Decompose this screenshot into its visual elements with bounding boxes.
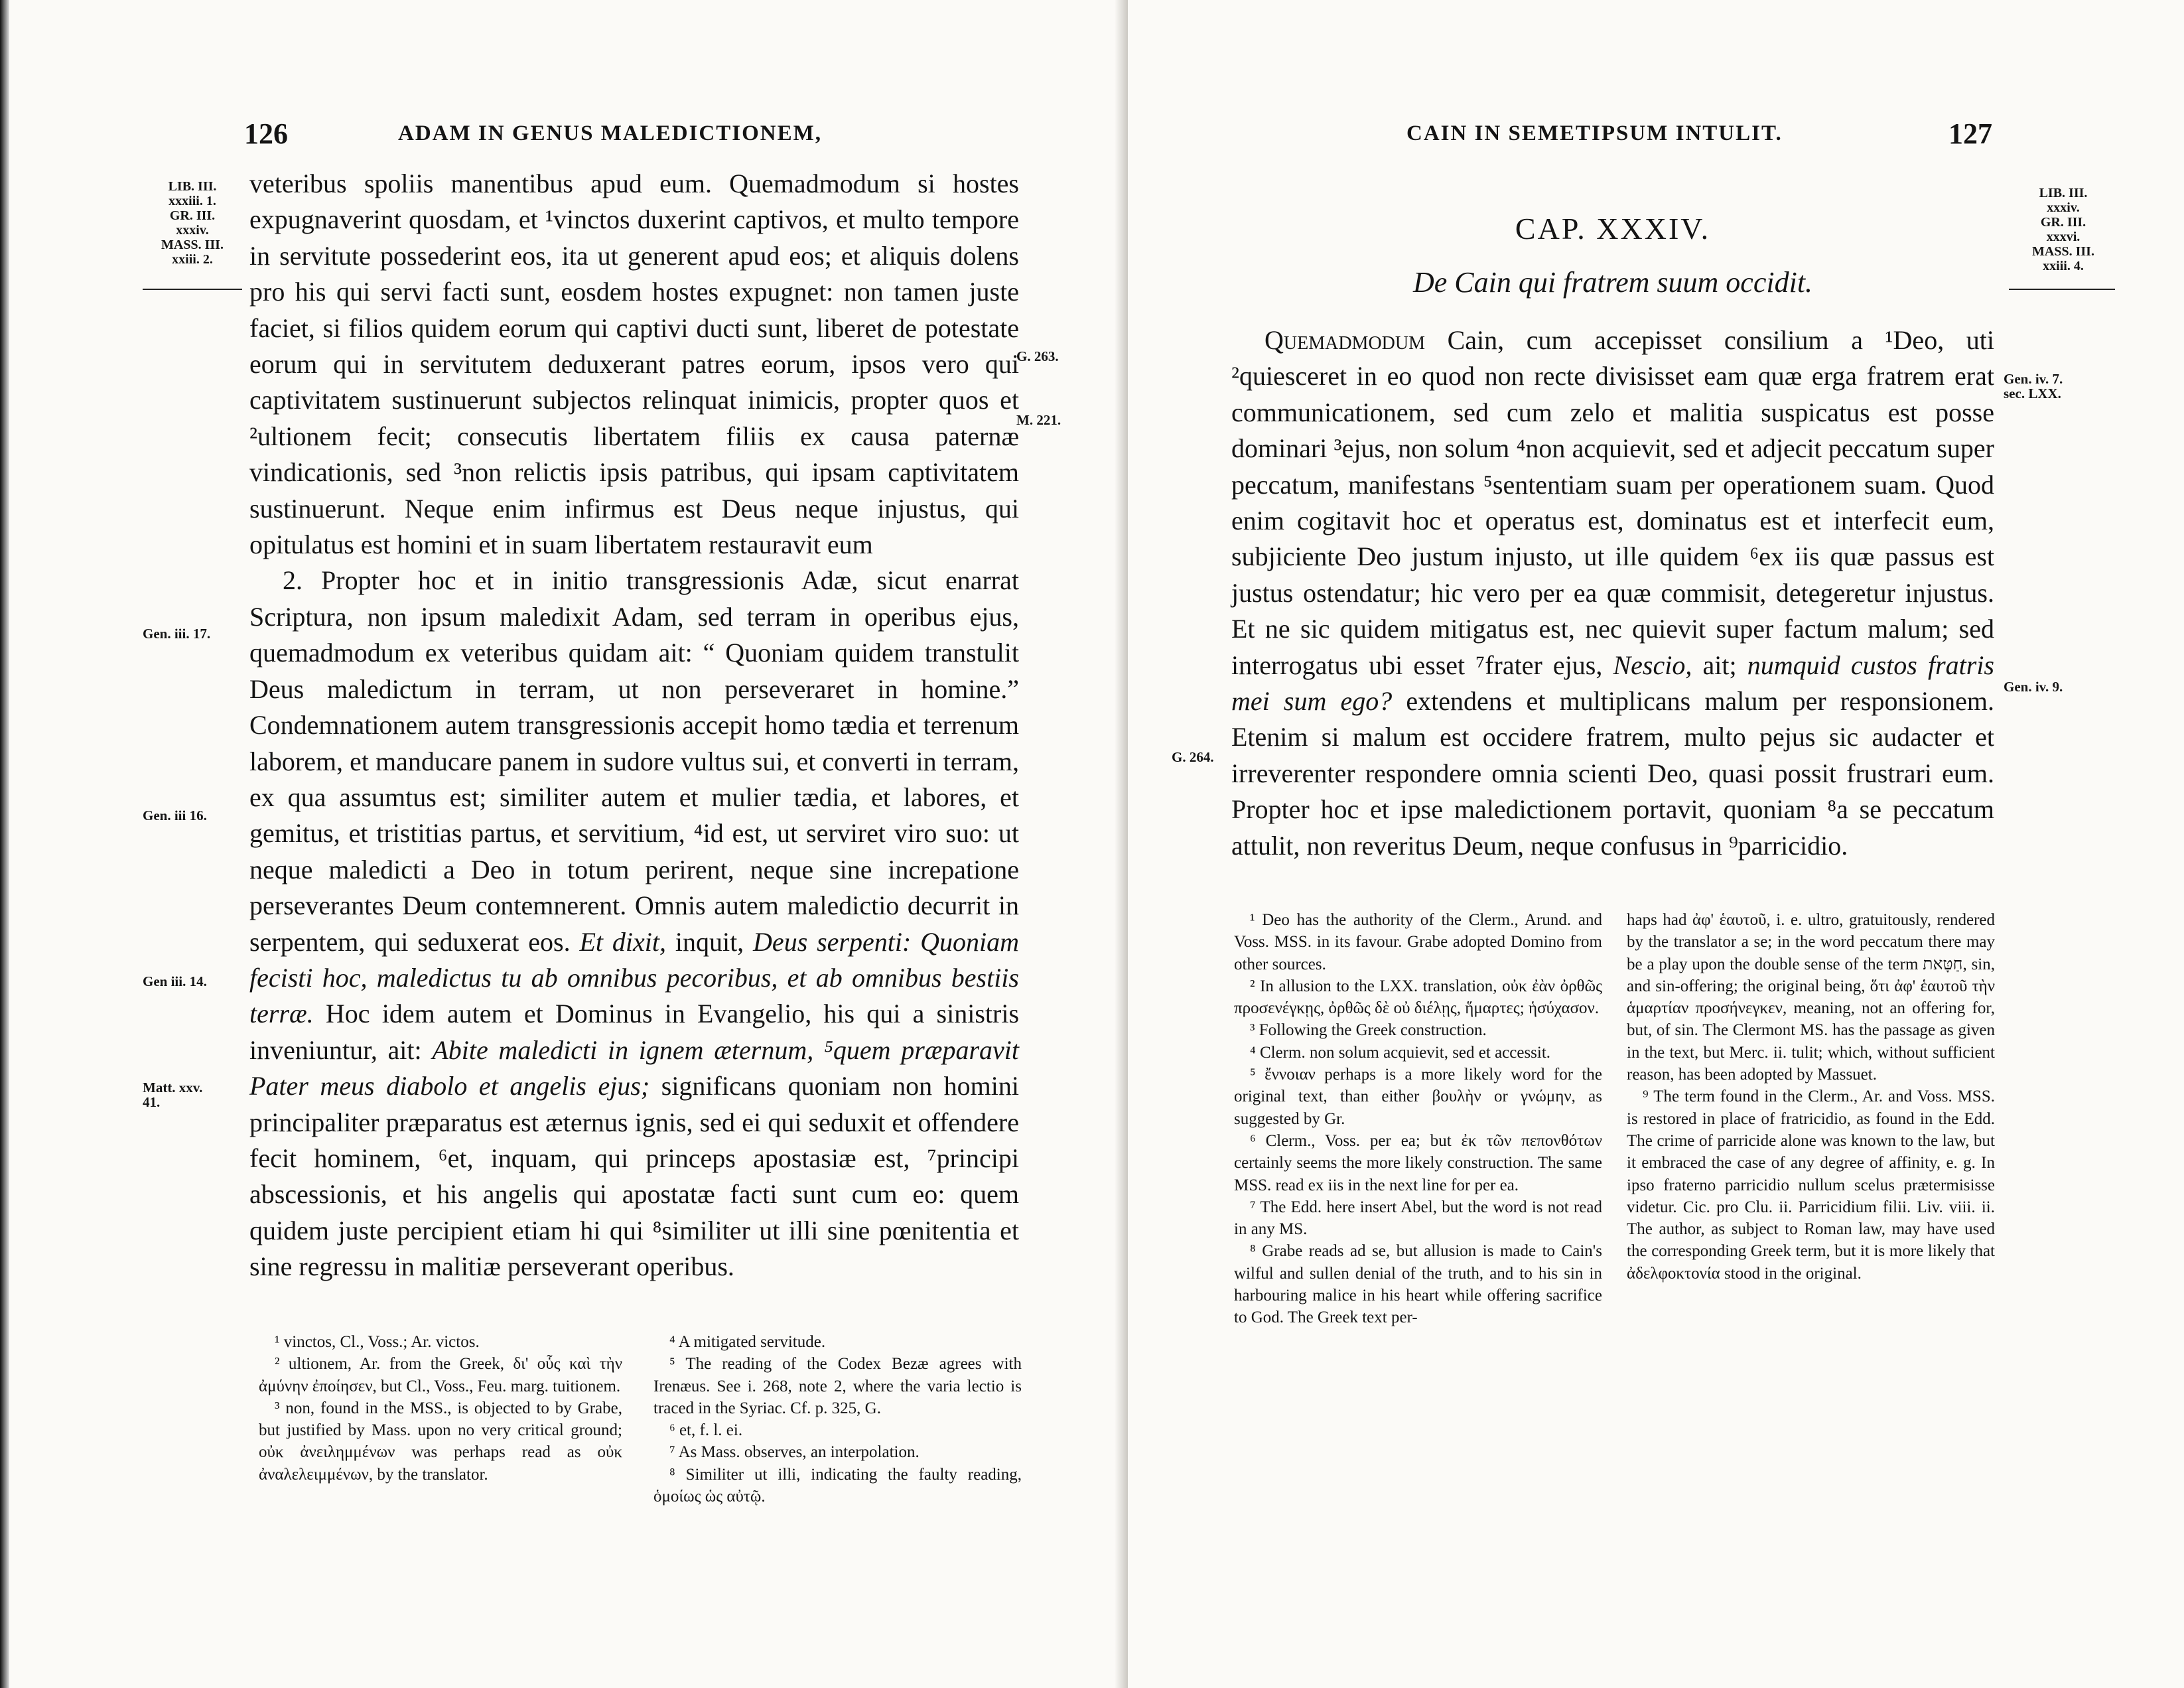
main-text [1231, 322, 1994, 864]
margin-reference: Gen iii. 14. [143, 973, 207, 989]
page-number: 126 [244, 117, 288, 150]
footnote: ⁸ Grabe reads ad se, but allusion is made to Cain's wilful and sullen denial of the truth, and to his sin in harbouring malice in his heart while offering sacrifice to God. The Greek text per- [1234, 1242, 1602, 1327]
footnote: ⁸ Similiter ut illi, indicating the faulty reading, ὁμοίως ὡς αὐτῷ. [653, 1465, 1022, 1506]
margin-reference: Gen. iii. 17. [143, 626, 211, 642]
footnote: ¹ vinctos, Cl., Voss.; Ar. victos. [275, 1333, 480, 1351]
scripture-quote: Nescio, [1613, 650, 1692, 680]
margin-reference: Gen. iii 16. [143, 808, 207, 823]
footnote: ² ultionem, Ar. from the Greek, δι' οὗς καὶ τὴν ἀμύνην ἐποίησεν, but Cl., Voss., Feu. marg. tuitionem. [259, 1355, 622, 1395]
footnote: ⁴ Clerm. non solum acquievit, sed et accessit. [1250, 1043, 1551, 1062]
running-head: CAIN IN SEMETIPSUM INTULIT. [1406, 121, 1783, 145]
footnote: ² In allusion to the LXX. translation, οὐκ ἐὰν ὀρθῶς προσενέγκῃς, ὀρθῶς δὲ οὐ διέλῃς, ἥμαρτες; ἡσύχασον. [1234, 977, 1602, 1018]
margin-reference: Gen. iv. 9. [2004, 679, 2063, 695]
chapter-subtitle: De Cain qui fratrem suum occidit. [1412, 266, 1813, 299]
book-binding-edge [0, 0, 9, 1688]
text-run: inquit, [675, 926, 744, 957]
footnote: ³ non, found in the MSS., is objected to by Grabe, but justified by Mass. upon no very critical ground; οὐκ ἀνειλημμένων was perhaps read as οὐκ ἀναλελειμμένων, by the translator. [259, 1399, 622, 1484]
margin-reference: G. 264. [1172, 749, 1214, 765]
scripture-quote: Deus serpenti: Quoniam fecisti hoc, maledictus tu ab omnibus pecoribus, et ab omnibus bestiis terræ. [249, 926, 1020, 1029]
text-run: significans quoniam non homini principaliter præparatus est æternus ignis, sed ei qui seduxit et offendere fecit hominem, ⁶et, inquam, qui princeps apostasiæ est, ⁷principi abscessionis, et his angelis qui apostatæ facti sunt cum eo: quem quidem juste percipient etiam hi qui ⁸similiter ut illi sine pœnitentia et sine regressu in malitiæ perseverant operibus. [249, 1071, 1020, 1282]
footnote: ⁶ Clerm., Voss. per ea; but ἐκ τῶν πεπονθότων certainly seems the more likely construction. The same MSS. read ex iis in the next line for per ea. [1234, 1131, 1602, 1194]
margin-reference: Matt. xxv. 41. [143, 1080, 203, 1110]
paragraph: veteribus spoliis manentibus apud eum. Quemadmodum si hostes expugnaverint quosdam, et ¹vinctos duxerint captivos, et multo tempore in servitute possederint eos, ita ut generent apud eos; et aliquis dolens pro his qui servi facti sunt, eosdem hostes expugnet: non tamen juste faciet, si filios quidem eorum qui captivi ducti sunt, liberet de potestate eorum qui in servitutem deduxerant patres eorum, ipsos vero qui captivitatem sustinuerunt subjectos relinquat inimicis, propter quos et ²ultionem fecit; consecutis libertatem filiis ex causa paternæ vindicationis, sed ³non relictis ipsis patribus, qui ipsam captivitatem sustinuerunt. Neque enim infirmus est Deus neque injustus, qui opitulatus est homini et in suam libertatem restauravit eum [249, 169, 1019, 560]
side-note-rule [143, 289, 242, 290]
footnote: ⁵ The reading of the Codex Bezæ agrees with Irenæus. See i. 268, note 2, where the varia lectio is traced in the Syriac. Cf. p. 325, G. [653, 1355, 1022, 1417]
footnote: ⁹ The term found in the Clerm., Ar. and Voss. MSS. is restored in place of fratricidio, as found in the Edd. The crime of parricide alone was known to the law, but it embraced the case of any degree of affinity, e. g. In ipso fraterno parricidio nullum scelus prætermisisse videtur. Cic. pro Clu. ii. Parricidium filii. Liv. viii. ii. The author, as subject to Roman law, may have used the corresponding Greek term, but it is more likely that ἀδελφοκτονία stood in the original. [1627, 1088, 1995, 1283]
margin-reference: G. 263. [1016, 348, 1059, 364]
paragraph [249, 563, 1019, 1285]
footnote: ¹ Deo has the authority of the Clerm., Arund. and Voss. MSS. in its favour. Grabe adopted Domino from other sources. [1234, 911, 1602, 973]
text-run: extendens et multiplicans malum per responsionem. Etenim si malum est occidere fratrem, multo pejus sic audacter et irreverenter respondere omnia scienti Deo, quasi possit frustrari eum. Propter hoc et ipse maledictionem portavit, quoniam ⁸a se peccatum attulit, non reveritus Deum, neque confusus in ⁹parricidio. [1231, 686, 1995, 861]
right-page [1128, 0, 2184, 1688]
footnote: ⁵ ἔννοιαν perhaps is a more likely word for the original text, than either βουλὴν or γνώμην, as suggested by Gr. [1234, 1066, 1602, 1128]
footnotes-column [653, 1331, 1022, 1508]
text-run: Hoc idem autem et Dominus in Evangelio, his qui a sinistris inveniuntur, ait: [249, 999, 1020, 1065]
scripture-quote: numquid custos fratris mei sum ego? [1231, 650, 1995, 717]
margin-reference: Gen. iv. 7. sec. LXX. [2004, 371, 2063, 401]
text-run: Cain, cum accepisset consilium a ¹Deo, uti ²quiesceret in eo quod non recte divisisset eam quæ erga fratrem erat communicationem, sed cum zelo et malitia suspicatus est posse dominari ³ejus, non solum ⁴non acquievit, sed et adjecit peccatum super peccatum, manifestans ⁵sententiam suam per operationem suam. Quod enim cogitavit hoc et operatus est, dominatus est et interfecit eum, subjiciente Deo justum injusto, ut ille quidem ⁶ex iis quæ passus est justus ostendatur; hic vero per ea quæ commisit, detegeretur injustus. Et ne sic quidem mitigatus est, nec quievit super factum malum; sed interrogatus ubi esset ⁷frater ejus, [1231, 325, 1994, 680]
chapter-title: CAP. XXXIV. [1515, 212, 1711, 246]
footnote: haps had ἀφ' ἑαυτοῦ, i. e. ultro, gratuitously, rendered by the translator a se; in the word peccatum there may be a play upon the double sense of the term חַטָּאת, sin, and sin-offering; the original being, ὅτι ἀφ' ἑαυτοῦ τὴν ἁμαρτίαν προσήνεγκεν, meaning, not an offering for, but, of sin. The Clermont MS. has the passage as given in the text, but Merc. ii. tulit; which, without sufficient reason, has been adopted by Massuet. [1627, 911, 1995, 1084]
footnote: ⁴ A mitigated servitude. [669, 1333, 826, 1351]
margin-reference: M. 221. [1016, 412, 1061, 428]
book-reference-note: LIB. III. xxxiii. 1. GR. III. xxxiv. MASS. III. xxiii. 2. [161, 179, 224, 267]
page-number: 127 [1948, 117, 1992, 150]
paragraph [1231, 322, 1994, 864]
footnote: ⁷ The Edd. here insert Abel, but the word is not read in any MS. [1234, 1198, 1602, 1239]
text-run: ait; [1702, 650, 1737, 680]
book-reference-note: LIB. III. xxxiv. GR. III. xxxvi. MASS. III. xxiii. 4. [2032, 186, 2094, 273]
text-run: 2. Propter hoc et in initio transgressionis Adæ, sicut enarrat Scriptura, non ipsum maledixit Adam, sed terram in operibus ejus, quemadmodum ex veteribus quidam ait: “ Quoniam quidem transtulit Deus maledictum in terram, ut non perseveraret in homine.” Condemnationem autem transgressionis accepit homo tædia et terrenum laborem, et manducare panem in sudore vultus sui, et converti in terram, ex qua assumtus est; similiter autem et mulier tædia, et labores, et gemitus, et tristitias partus, et servitium, ⁴id est, ut serviret viro suo: ut neque maledicti a Deo in totum perirent, neque sine increpatione perseverantes Deum contemnerent. Omnis autem maledictio decurrit in serpentem, qui seduxerat eos. [249, 565, 1019, 957]
scripture-quote: Abite maledicti in ignem æternum, ⁵quem præparavit Pater meus diabolo et angelis ejus; [249, 1034, 1019, 1101]
footnote: ³ Following the Greek construction. [1250, 1021, 1487, 1040]
footnote: ⁷ As Mass. observes, an interpolation. [669, 1443, 920, 1462]
footnote: ⁶ et, f. l. ei. [669, 1421, 743, 1440]
footnotes-column [259, 1331, 622, 1486]
side-note-rule [2009, 289, 2115, 290]
footnotes-column [1627, 909, 1995, 1285]
footnotes-column [1234, 909, 1602, 1329]
opening-word: Quemadmodum [1264, 325, 1426, 355]
main-text [249, 166, 1019, 1285]
scripture-quote: Et dixit, [579, 926, 666, 957]
running-head: ADAM IN GENUS MALEDICTIONEM, [398, 121, 823, 145]
